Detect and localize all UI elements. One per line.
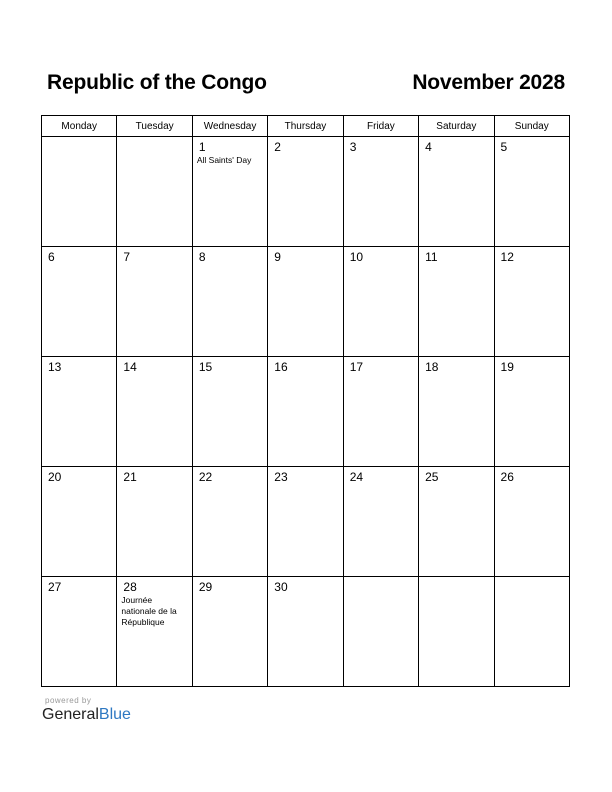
day-cell xyxy=(343,137,418,247)
week-row xyxy=(42,467,570,577)
day-cell xyxy=(42,577,117,687)
generalblue-logo xyxy=(42,706,131,724)
day-number: 30 xyxy=(274,580,288,594)
day-cell xyxy=(42,357,117,467)
day-number: 21 xyxy=(123,470,137,484)
day-number: 8 xyxy=(198,250,206,264)
day-cell xyxy=(268,577,343,687)
day-number: 13 xyxy=(48,360,62,374)
day-number: 19 xyxy=(500,360,514,374)
day-cell xyxy=(42,467,117,577)
day-cell xyxy=(494,137,569,247)
weekday-wednesday: Wednesday xyxy=(192,116,267,137)
day-cell xyxy=(192,467,267,577)
weekday-saturday: Saturday xyxy=(419,116,494,137)
day-number: 24 xyxy=(349,470,364,484)
day-number xyxy=(42,137,116,140)
calendar-header xyxy=(47,71,565,99)
day-cell xyxy=(494,577,569,687)
day-number: 17 xyxy=(349,360,364,374)
day-number: 4 xyxy=(425,140,432,154)
day-number: 28 xyxy=(123,580,137,594)
day-number: 10 xyxy=(349,250,364,264)
day-cell xyxy=(343,467,418,577)
day-cell xyxy=(42,247,117,357)
weekday-header-row xyxy=(42,116,570,137)
day-number: 29 xyxy=(198,580,213,594)
day-number: 9 xyxy=(274,250,281,264)
day-number xyxy=(419,577,493,580)
day-number xyxy=(344,577,418,580)
day-number: 11 xyxy=(425,250,438,264)
day-cell xyxy=(268,357,343,467)
day-cell xyxy=(419,247,494,357)
day-cell xyxy=(268,137,343,247)
weekday-thursday: Thursday xyxy=(268,116,343,137)
day-cell xyxy=(42,137,117,247)
day-cell xyxy=(192,247,267,357)
brand-part-blue: Blue xyxy=(98,706,131,723)
day-number: 7 xyxy=(123,250,131,264)
day-cell xyxy=(117,577,192,687)
weekday-friday: Friday xyxy=(343,116,418,137)
holiday-label: Journée nationale de la République xyxy=(121,595,177,627)
day-cell xyxy=(419,357,494,467)
day-cell xyxy=(494,467,569,577)
day-cell xyxy=(419,467,494,577)
day-number: 15 xyxy=(198,360,213,374)
day-cell xyxy=(117,247,192,357)
day-number: 22 xyxy=(198,470,213,484)
day-cell xyxy=(268,467,343,577)
day-cell xyxy=(494,247,569,357)
day-cell xyxy=(117,357,192,467)
brand-part-general: General xyxy=(42,706,99,723)
week-row xyxy=(42,577,570,687)
week-row xyxy=(42,357,570,467)
day-number: 27 xyxy=(48,580,62,594)
day-number: 18 xyxy=(425,360,439,374)
weekday-monday: Monday xyxy=(42,116,117,137)
calendar-body xyxy=(42,137,570,687)
day-cell xyxy=(343,247,418,357)
day-number: 5 xyxy=(500,140,508,154)
day-cell xyxy=(117,137,192,247)
day-number: 12 xyxy=(500,250,514,264)
day-number xyxy=(495,577,569,580)
day-cell xyxy=(419,577,494,687)
country-title: Republic of the Congo xyxy=(47,71,267,94)
day-cell xyxy=(343,577,418,687)
day-cell xyxy=(419,137,494,247)
day-cell xyxy=(117,467,192,577)
day-number: 6 xyxy=(48,250,55,264)
week-row xyxy=(42,137,570,247)
month-year-title: November 2028 xyxy=(412,71,565,94)
day-number: 14 xyxy=(123,360,137,374)
holiday-label: All Saints' Day xyxy=(196,155,252,165)
day-number: 25 xyxy=(425,470,439,484)
day-cell xyxy=(192,577,267,687)
weekday-tuesday: Tuesday xyxy=(117,116,192,137)
day-number: 16 xyxy=(274,360,288,374)
day-number xyxy=(117,137,191,140)
day-cell xyxy=(268,247,343,357)
day-number: 23 xyxy=(274,470,288,484)
weekday-sunday: Sunday xyxy=(494,116,569,137)
day-number: 1 xyxy=(198,140,206,154)
calendar-grid xyxy=(41,115,570,687)
day-cell xyxy=(343,357,418,467)
day-number: 3 xyxy=(349,140,357,154)
week-row xyxy=(42,247,570,357)
day-cell xyxy=(494,357,569,467)
footer-branding xyxy=(42,696,131,724)
day-cell xyxy=(192,137,267,247)
day-cell xyxy=(192,357,267,467)
day-number: 20 xyxy=(48,470,62,484)
day-number: 26 xyxy=(500,470,514,484)
powered-by-text: powered by xyxy=(45,696,92,705)
day-number: 2 xyxy=(274,140,281,154)
